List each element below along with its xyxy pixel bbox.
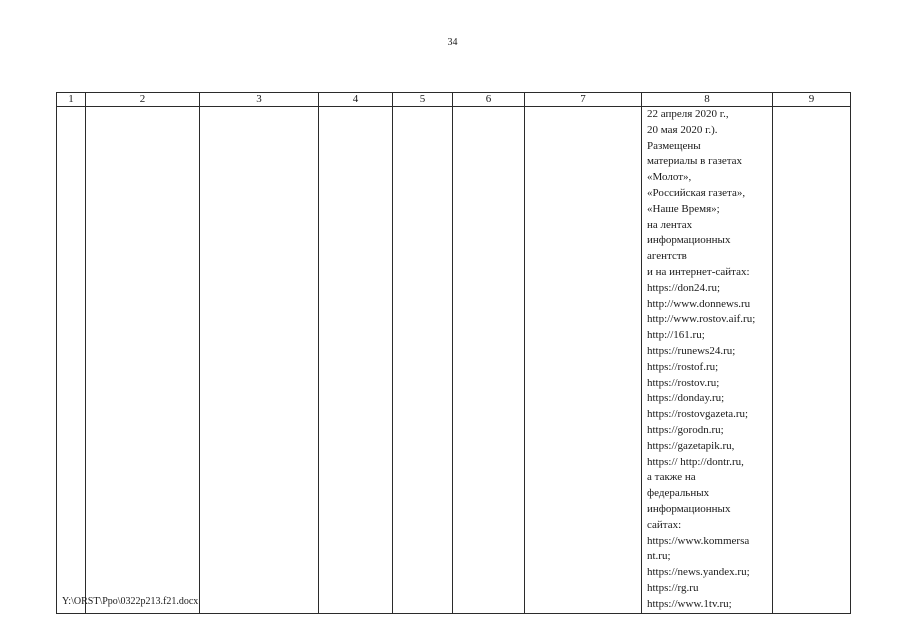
text-line: «Российская газета», [647,186,746,199]
cell-col-3 [200,107,319,614]
header-cell-1: 1 [57,93,86,107]
text-line: https://runews24.ru; [647,344,736,357]
text-line: сайтах: [647,518,682,531]
header-cell-2: 2 [86,93,200,107]
text-line: https://www.1tv.ru; [647,597,732,610]
text-line: федеральных [647,487,710,500]
cell-col-2 [86,107,200,614]
text-line: nt.ru; [647,550,671,563]
cell-col-8 [642,107,773,614]
header-cell-9: 9 [773,93,851,107]
text-line: 20 мая 2020 г.). [647,123,718,136]
text-line: https://news.yandex.ru; [647,566,750,579]
cell-col-8-text [642,107,772,613]
text-line: материалы в газетах [647,155,743,168]
text-line: «Молот», [647,171,692,184]
text-line: https://gazetapik.ru, [647,439,735,452]
header-cell-4: 4 [319,93,393,107]
text-line: агентств [647,250,687,263]
text-line: http://www.rostov.aif.ru; [647,313,756,326]
text-line: https://rostov.ru; [647,376,720,389]
document-table [56,92,851,614]
cell-col-5 [393,107,453,614]
text-line: http://www.donnews.ru [647,297,751,310]
page-number: 34 [447,37,458,48]
text-line: на лентах [647,218,693,231]
table-row [57,107,851,614]
text-line: https:// http://dontr.ru, [647,455,744,468]
text-line: а также на [647,471,696,484]
text-line: https://gorodn.ru; [647,423,724,436]
footer-file-path: Y:\ORST\Ppo\0322p213.f21.docx [62,596,199,607]
text-line: https://rostovgazeta.ru; [647,408,749,421]
text-line: https://www.kommersa [647,534,750,547]
cell-col-9 [773,107,851,614]
cell-col-6 [453,107,525,614]
text-line: https://don24.ru; [647,281,721,294]
header-cell-8: 8 [642,93,773,107]
text-line: https://donday.ru; [647,392,725,405]
text-line: Размещены [647,139,701,152]
text-line: «Наше Время»; [647,202,720,215]
cell-col-7 [525,107,642,614]
cell-col-4 [319,107,393,614]
cell-col-1 [57,107,86,614]
header-cell-5: 5 [393,93,453,107]
text-line: информационных [647,234,731,247]
text-line: https://rostof.ru; [647,360,719,373]
header-cell-3: 3 [200,93,319,107]
header-cell-6: 6 [453,93,525,107]
header-cell-7: 7 [525,93,642,107]
text-line: http://161.ru; [647,329,705,342]
text-line: https://rg.ru [647,581,699,594]
text-line: и на интернет-сайтах: [647,265,750,278]
table-header-row [57,93,851,107]
text-line: информационных [647,502,731,515]
text-line: 22 апреля 2020 г., [647,108,729,120]
